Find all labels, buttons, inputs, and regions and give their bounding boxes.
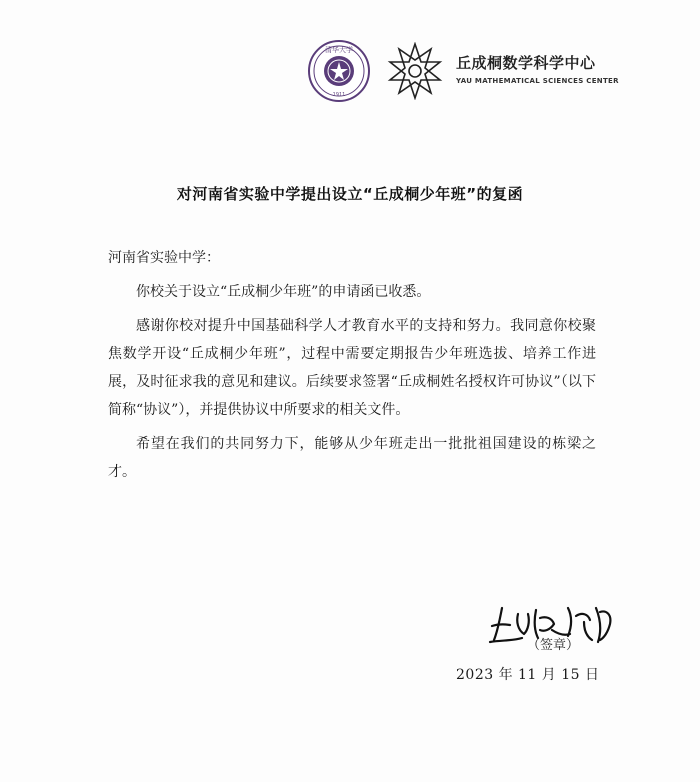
ymsc-star-logo [386,42,444,100]
letterhead [300,38,640,108]
center-name-english: YAU MATHEMATICAL SCIENCES CENTER [456,77,619,85]
paragraph-2: 感谢你校对提升中国基础科学人才教育水平的支持和努力。我同意你校聚焦数学开设“丘成桐少年班”，过程中需要定期报告少年班选拔、培养工作进展，及时征求我的意见和建议。后续要求签署“丘成桐姓名授权许可协议”（以下简称“协议”），并提供协议中所要求的相关文件。 [108,318,596,418]
letter-date: 2023 年 11 月 15 日 [456,667,600,683]
document-title: 对河南省实验中学提出设立“丘成桐少年班”的复函 [176,185,524,203]
paragraph-1: 你校关于设立“丘成桐少年班”的申请函已收悉。 [136,284,431,300]
letter-body [108,244,596,486]
center-name-chinese: 丘成桐数学科学中心 [456,54,596,72]
tsinghua-seal-logo [308,40,370,102]
seal-text-top: 清华大学 [325,46,353,54]
paragraph-3: 希望在我们的共同努力下，能够从少年班走出一批批祖国建设的栋梁之才。 [108,436,596,480]
center-name [456,52,636,85]
seal-text-bottom: 1911 [332,92,346,98]
salutation: 河南省实验中学： [108,250,220,266]
seal-note: （签章） [527,638,580,653]
